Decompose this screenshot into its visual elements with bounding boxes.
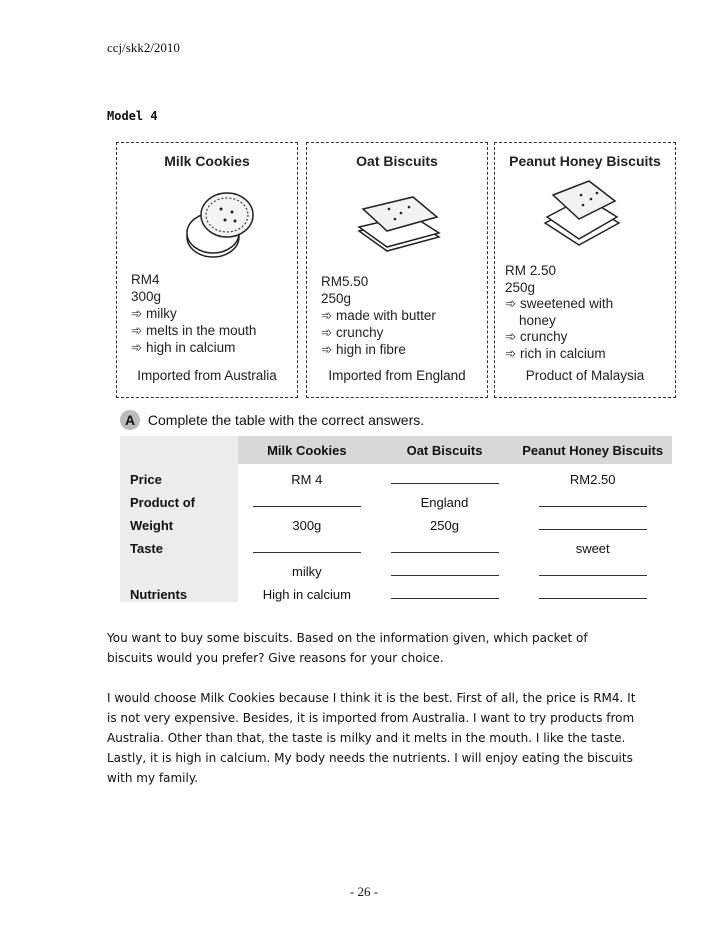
answer-blank bbox=[391, 561, 499, 576]
card-title: Oat Biscuits bbox=[356, 153, 438, 169]
cell-value: High in calcium bbox=[262, 587, 351, 602]
cell-value: RM 4 bbox=[291, 472, 323, 487]
corner-header bbox=[120, 436, 238, 464]
card-origin: Imported from Australia bbox=[137, 368, 277, 383]
peanut-honey-biscuits-icon bbox=[539, 173, 629, 253]
card-origin: Imported from England bbox=[328, 368, 466, 383]
card-milk-cookies bbox=[116, 142, 298, 398]
answer-table bbox=[120, 436, 672, 602]
answer-blank bbox=[391, 584, 499, 599]
cell-value: England bbox=[420, 495, 469, 510]
table-row bbox=[120, 556, 672, 579]
table-cell bbox=[238, 487, 376, 510]
column-header: Milk Cookies bbox=[238, 436, 376, 464]
row-label: Product of bbox=[120, 487, 238, 510]
product-cards bbox=[116, 142, 676, 402]
oat-biscuits-icon bbox=[349, 179, 449, 259]
card-facts: RM 2.50 250g ➾ sweetened with honey ➾ crunchy ➾ rich in calcium bbox=[505, 263, 614, 361]
answer-blank bbox=[253, 492, 361, 507]
table-cell bbox=[513, 579, 672, 602]
table-cell bbox=[238, 579, 376, 602]
row-label: Price bbox=[120, 464, 238, 487]
milk-cookies-icon bbox=[177, 185, 267, 265]
table-cell bbox=[238, 533, 376, 556]
answer-blank bbox=[539, 492, 647, 507]
row-label: Taste bbox=[120, 533, 238, 556]
answer-blank bbox=[539, 584, 647, 599]
table-row bbox=[120, 464, 672, 487]
answer-blank bbox=[539, 561, 647, 576]
question-text: You want to buy some biscuits. Based on the information given, which packet of biscuits would you prefer? Give reasons for your choice. bbox=[107, 631, 588, 665]
column-header: Peanut Honey Biscuits bbox=[513, 436, 672, 464]
row-label: Weight bbox=[120, 510, 238, 533]
row-label: Nutrients bbox=[120, 579, 238, 602]
table-cell bbox=[376, 556, 514, 579]
table-cell bbox=[376, 487, 514, 510]
card-oat-biscuits bbox=[306, 142, 488, 398]
table-cell bbox=[513, 533, 672, 556]
cell-value: RM2.50 bbox=[569, 472, 616, 487]
answer-blank bbox=[391, 469, 499, 484]
card-facts: RM4 300g ➾ milky ➾ melts in the mouth ➾ high in calcium bbox=[131, 272, 257, 355]
cell-value: 300g bbox=[292, 518, 322, 533]
card-title: Peanut Honey Biscuits bbox=[509, 153, 661, 169]
row-label bbox=[120, 556, 238, 579]
card-peanut-honey-biscuits bbox=[494, 142, 676, 398]
table-row bbox=[120, 510, 672, 533]
table-cell bbox=[513, 487, 672, 510]
table-instruction bbox=[120, 410, 424, 430]
table-cell bbox=[238, 510, 376, 533]
answer-blank bbox=[391, 538, 499, 553]
cell-value: 250g bbox=[430, 518, 459, 533]
cell-value: sweet bbox=[575, 541, 610, 556]
table-cell bbox=[376, 464, 514, 487]
card-title: Milk Cookies bbox=[164, 153, 250, 169]
table-row bbox=[120, 579, 672, 602]
page-number: - 26 - bbox=[349, 884, 379, 899]
table-cell bbox=[513, 464, 672, 487]
section-badge: A bbox=[120, 410, 140, 430]
document-header: ccj/skk2/2010 bbox=[107, 40, 180, 55]
table-cell bbox=[513, 510, 672, 533]
table-cell bbox=[513, 556, 672, 579]
answer-blank bbox=[253, 538, 361, 553]
answer-text: I would choose Milk Cookies because I think it is the best. First of all, the price is RM4. It is not very expensive. Besides, it is imported from Australia. I want to try products from Australia. Other than that, the taste is milky and it melts in the mouth. I like the taste. Lastly, it is high in calcium. My body needs the nutrients. I will enjoy eating the biscuits with my family. bbox=[107, 691, 636, 785]
table-row bbox=[120, 487, 672, 510]
model-title: Model 4 bbox=[107, 109, 158, 123]
column-header: Oat Biscuits bbox=[376, 436, 514, 464]
table-cell bbox=[238, 556, 376, 579]
cell-value: milky bbox=[292, 564, 322, 579]
table-row bbox=[120, 533, 672, 556]
instruction-text: Complete the table with the correct answers. bbox=[147, 412, 425, 428]
table-cell bbox=[238, 464, 376, 487]
table-cell bbox=[376, 510, 514, 533]
table-cell bbox=[376, 579, 514, 602]
table-cell bbox=[376, 533, 514, 556]
card-facts: RM5.50 250g ➾ made with butter ➾ crunchy ➾ high in fibre bbox=[321, 274, 436, 357]
answer-blank bbox=[539, 515, 647, 530]
card-origin: Product of Malaysia bbox=[525, 368, 645, 383]
